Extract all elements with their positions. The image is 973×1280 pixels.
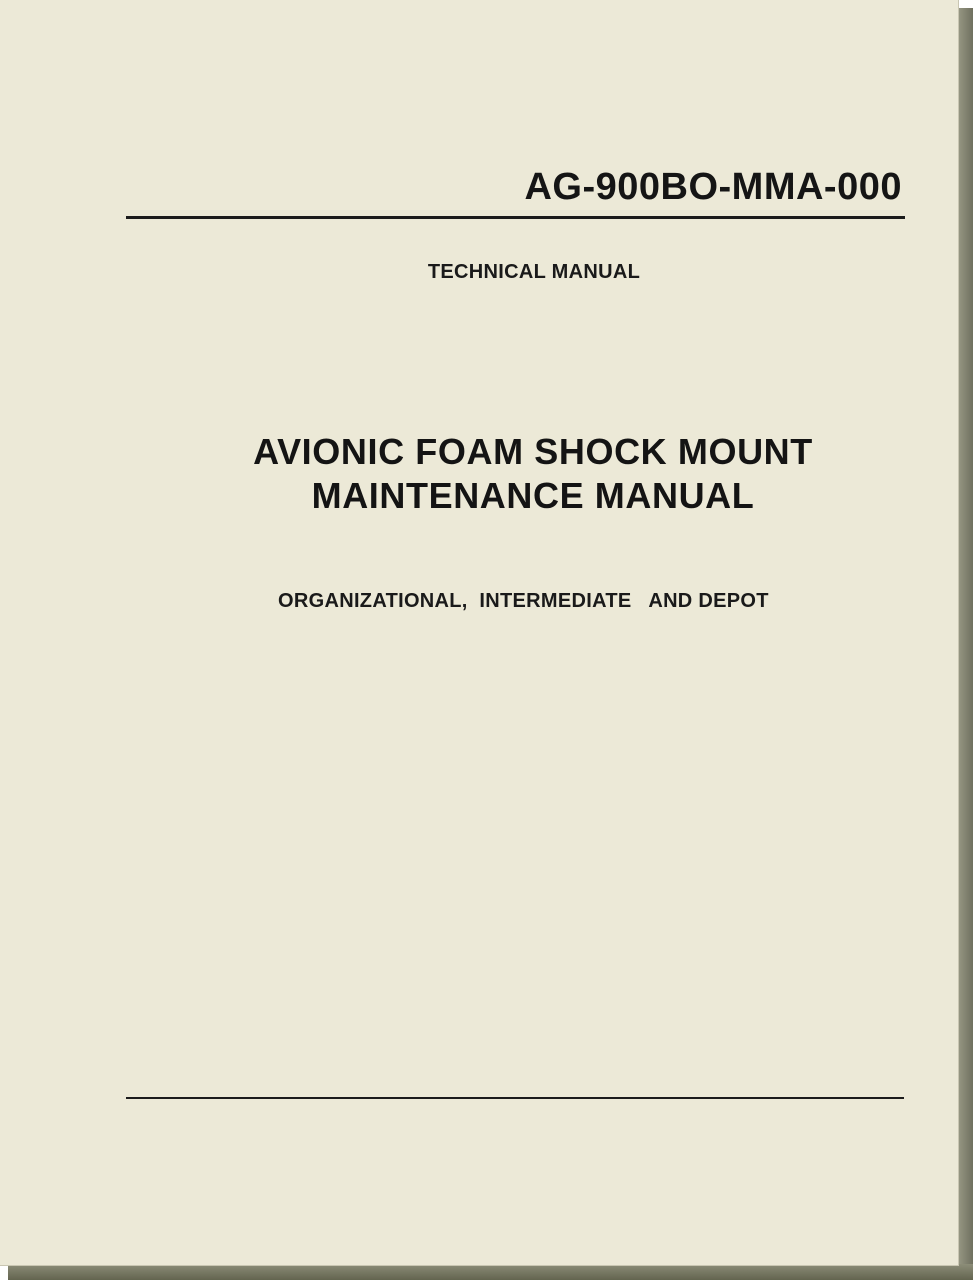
title-line: AVIONIC FOAM SHOCK MOUNT	[253, 431, 813, 472]
top-divider	[126, 216, 905, 219]
page-shadow	[957, 8, 973, 1280]
document-number: AG-900BO-MMA-000	[524, 166, 902, 208]
page-shadow	[8, 1264, 973, 1280]
maintenance-levels: ORGANIZATIONAL, INTERMEDIATE AND DEPOT	[278, 590, 769, 612]
document-type: TECHNICAL MANUAL	[427, 261, 641, 283]
bottom-divider	[126, 1097, 904, 1099]
title-line: MAINTENANCE MANUAL	[311, 475, 755, 516]
document-title	[0, 430, 973, 518]
